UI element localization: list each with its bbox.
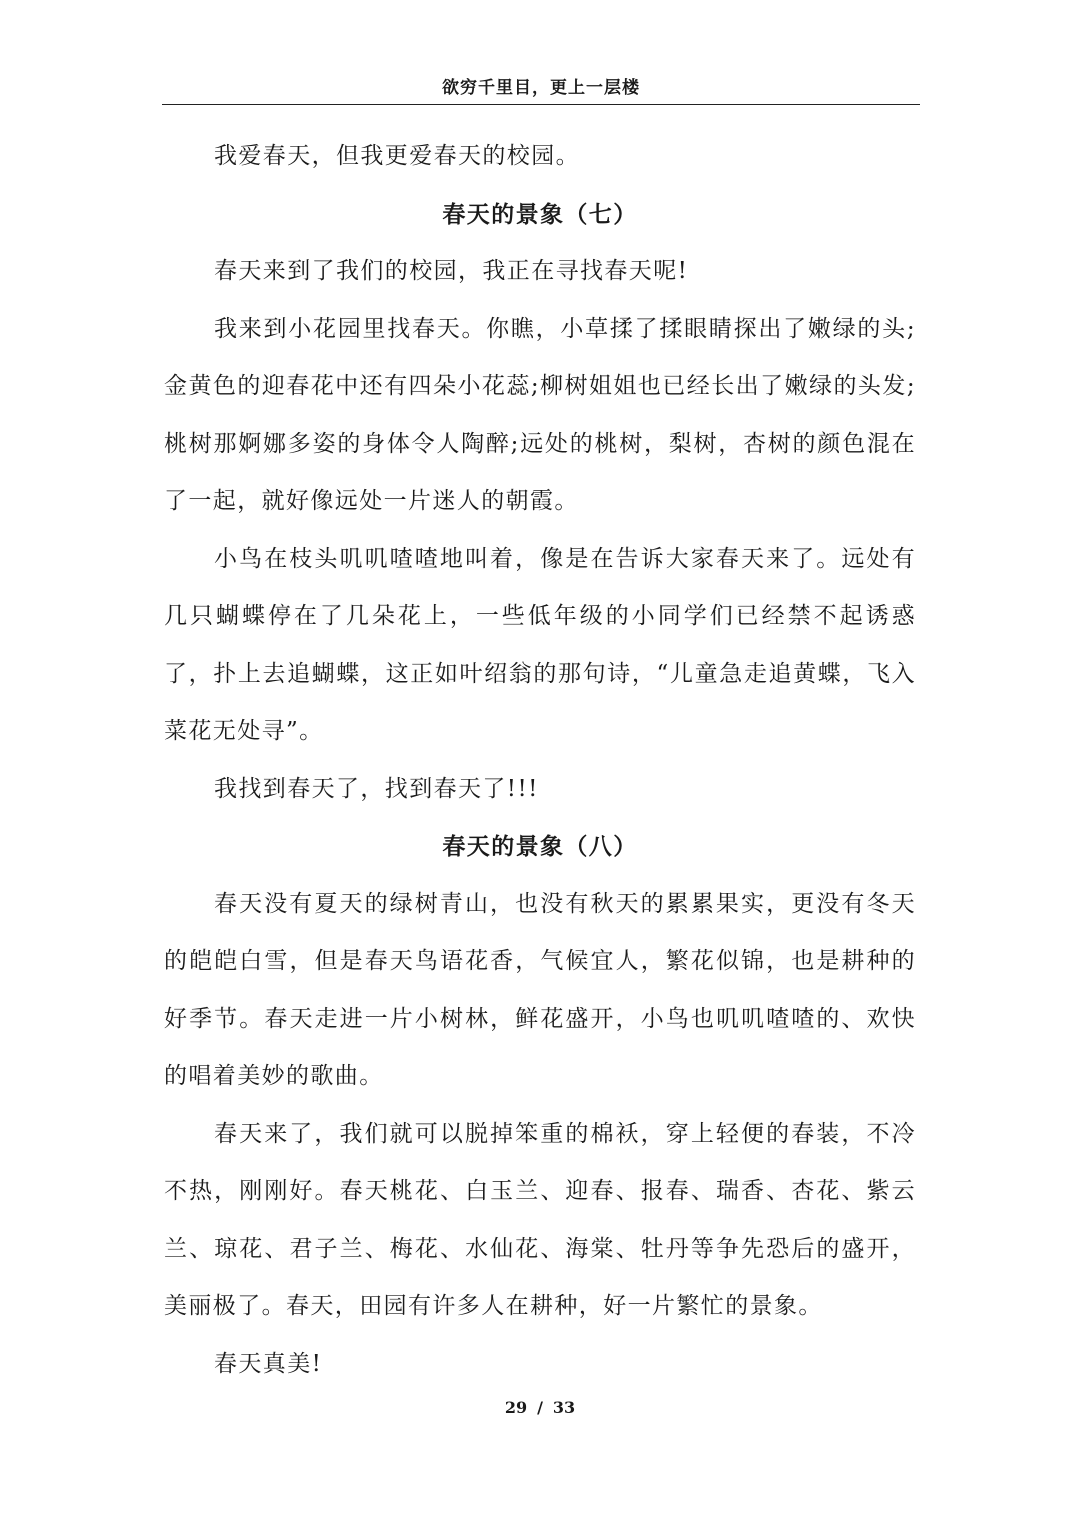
paragraph-8-1: 春天没有夏天的绿树青山，也没有秋天的累累果实，更没有冬天的皑皑白雪，但是春天鸟语花香，气候宜人，繁花似锦，也是耕种的好季节。春天走进一片小树林，鲜花盛开，小鸟也叽叽喳喳的、欢快的唱着美妙的歌曲。 [164, 890, 916, 1089]
paragraph-7-3: 小鸟在枝头叽叽喳喳地叫着，像是在告诉大家春天来了。远处有几只蝴蝶停在了几朵花上，一些低年级的小同学们已经禁不起诱惑了，扑上去追蝴蝶，这正如叶绍翁的那句诗，“儿童急走追黄蝶，飞入菜花无处寻”。 [164, 545, 916, 744]
paragraph-8-3: 春天真美! [214, 1350, 323, 1377]
page-number [0, 1396, 1080, 1420]
paragraph-7-2: 我来到小花园里找春天。你瞧，小草揉了揉眼睛探出了嫩绿的头;金黄色的迎春花中还有四朵小花蕊;柳树姐姐也已经长出了嫩绿的头发;桃树那婀娜多姿的身体令人陶醉;远处的桃树，梨树，杏树的颜色混在了一起，就好像远处一片迷人的朝霞。 [164, 315, 916, 514]
current-page: 29 [504, 1398, 528, 1417]
section-heading-7: 春天的景象（七） [442, 200, 638, 228]
header-title: 欲穷千里目，更上一层楼 [442, 78, 640, 98]
paragraph-8-2: 春天来了，我们就可以脱掉笨重的棉袄，穿上轻便的春装，不冷不热，刚刚好。春天桃花、白玉兰、迎春、报春、瑞香、杏花、紫云兰、琼花、君子兰、梅花、水仙花、海棠、牡丹等争先恐后的盛开，美丽极了。春天，田园有许多人在耕种，好一片繁忙的景象。 [164, 1120, 916, 1319]
total-pages: 33 [552, 1398, 576, 1417]
paragraph-7-1: 春天来到了我们的校园，我正在寻找春天呢! [214, 258, 689, 284]
paragraph-intro: 我爱春天，但我更爱春天的校园。 [214, 143, 580, 169]
page-separator: / [537, 1398, 543, 1417]
page-header [162, 74, 920, 105]
document-body [164, 128, 916, 1393]
paragraph-7-4: 我找到春天了，找到春天了!!! [214, 775, 539, 802]
section-heading-8: 春天的景象（八） [442, 833, 638, 860]
